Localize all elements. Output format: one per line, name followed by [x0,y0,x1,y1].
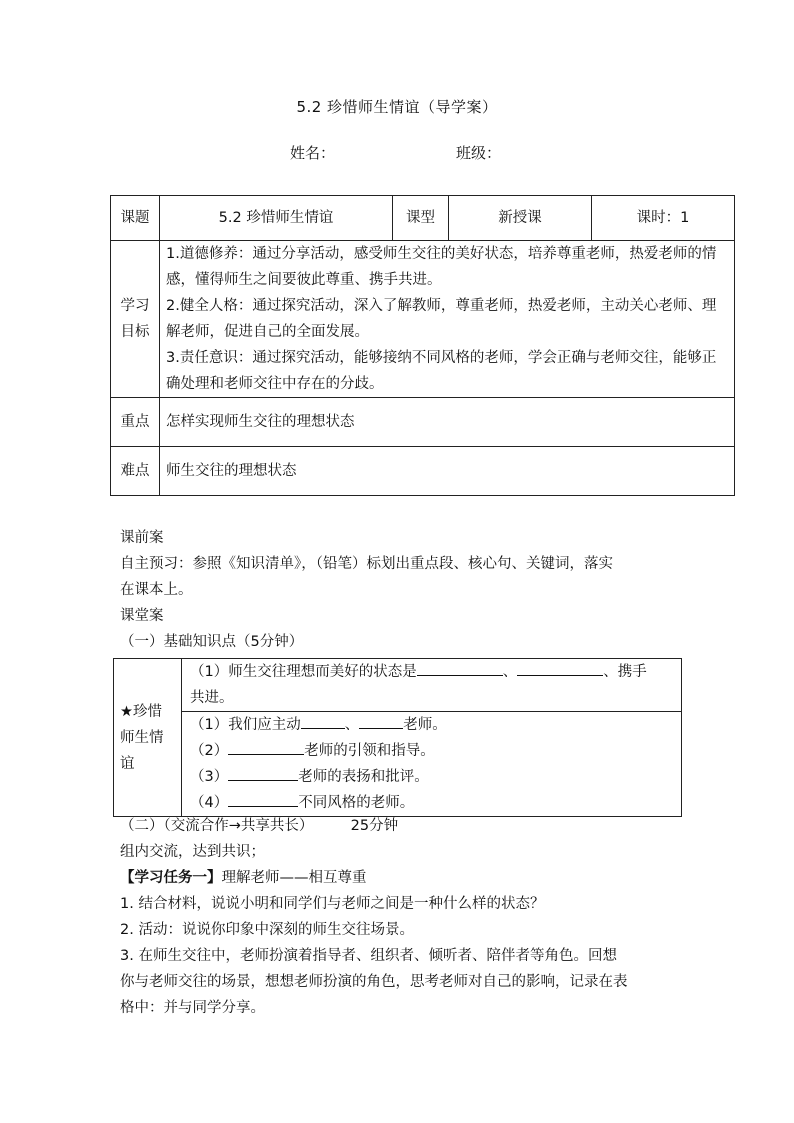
lesson-info-table [110,195,735,496]
class-heading: 课堂案 [120,608,164,624]
class-label: 班级： [456,144,502,162]
question-text: 、携手 [603,664,647,680]
answer-blank[interactable] [517,660,603,676]
knowledge-table [113,658,682,817]
type-label: 课型 [393,196,449,241]
task-item: 你与老师交往的场景，想想老师扮演的角色，思考老师对自己的影响，记录在表 [120,974,628,990]
task-item: 3. 在师生交往中，老师扮演着指导者、组织者、倾听者、陪伴者等角色。回想 [120,948,617,964]
goal-item: 2.健全人格：通过探究活动，深入了解教师，尊重老师，热爱老师，主动关心老师、理解老师，促进自己的全面发展。 [166,298,717,340]
goal-item: 3.责任意识：通过探究活动，能够接纳不同风格的老师，学会正确与老师交往，能够正确处理和老师交往中存在的分歧。 [166,350,717,392]
question-cell [182,659,682,712]
part2-heading [120,813,398,839]
task-item: 1. 结合材料，说说小明和同学们与老师之间是一种什么样的状态？ [120,896,545,912]
part2-minutes: 25分钟 [350,818,399,834]
part1-heading: （一）基础知识点（5分钟） [120,634,304,650]
difficult-value: 师生交往的理想状态 [160,447,735,496]
type-value: 新授课 [449,196,592,241]
preview-line: 在课本上。 [120,582,193,598]
table-row [111,398,735,447]
key-value: 怎样实现师生交往的理想状态 [160,398,735,447]
answer-blank[interactable] [417,660,503,676]
task-title: 理解老师——相互尊重 [221,870,367,886]
question-text: 共进。 [190,690,234,706]
page-title: 5.2 珍惜师生情谊（导学案） [296,98,498,116]
goal-item: 1.道德修养：通过分享活动，感受师生交往的美好状态，培养尊重老师，热爱老师的情感，懂得师生之间要彼此尊重、携手共进。 [166,246,717,288]
question-text: （3） [190,769,229,785]
table-row [111,196,735,241]
goals-label [111,241,160,398]
task-label: 【学习任务一】 [120,870,222,886]
topic-value: 5.2 珍惜师生情谊 [160,196,393,241]
question-text: （4） [190,795,229,811]
goals-cell [160,241,735,398]
name-label: 姓名： [290,144,336,162]
answer-blank[interactable] [228,765,298,781]
goals-label-line: 学习 [120,298,150,314]
answer-blank[interactable] [228,791,298,807]
question-text: 老师的表扬和批评。 [298,769,429,785]
task-heading [120,865,367,891]
separator: 、 [344,717,360,733]
task-item: 格中：并与同学分享。 [120,1000,265,1016]
question-text: 老师。 [403,717,447,733]
topic-label: 课题 [111,196,160,241]
goals-label-line: 目标 [120,324,150,340]
question-text: 老师的引领和指导。 [304,743,435,759]
question-text: （1）我们应主动 [190,717,301,733]
separator: 、 [502,664,518,680]
part2-title: （二）（交流合作→共享共长） [120,818,314,834]
table-row [111,241,735,398]
table-row [114,712,682,817]
question-text: （1）师生交往理想而美好的状态是 [190,664,417,680]
answer-blank[interactable] [301,713,345,729]
preview-line: 自主预习：参照《知识清单》，（铅笔）标划出重点段、核心句、关键词，落实 [120,556,613,572]
table-row [114,659,682,712]
difficult-label: 难点 [111,447,160,496]
consensus-line: 组内交流，达到共识； [120,844,265,860]
key-label: 重点 [111,398,160,447]
task-item: 2. 活动：说说你印象中深刻的师生交往场景。 [120,922,414,938]
knowledge-label: ★珍惜师生情谊 [114,659,182,817]
answer-blank[interactable] [359,713,403,729]
question-cell [182,712,682,817]
question-text: （2） [190,743,229,759]
period-value: 课时：1 [592,196,735,241]
question-text: 不同风格的老师。 [298,795,415,811]
table-row [111,447,735,496]
preview-heading: 课前案 [120,530,164,546]
answer-blank[interactable] [228,739,304,755]
